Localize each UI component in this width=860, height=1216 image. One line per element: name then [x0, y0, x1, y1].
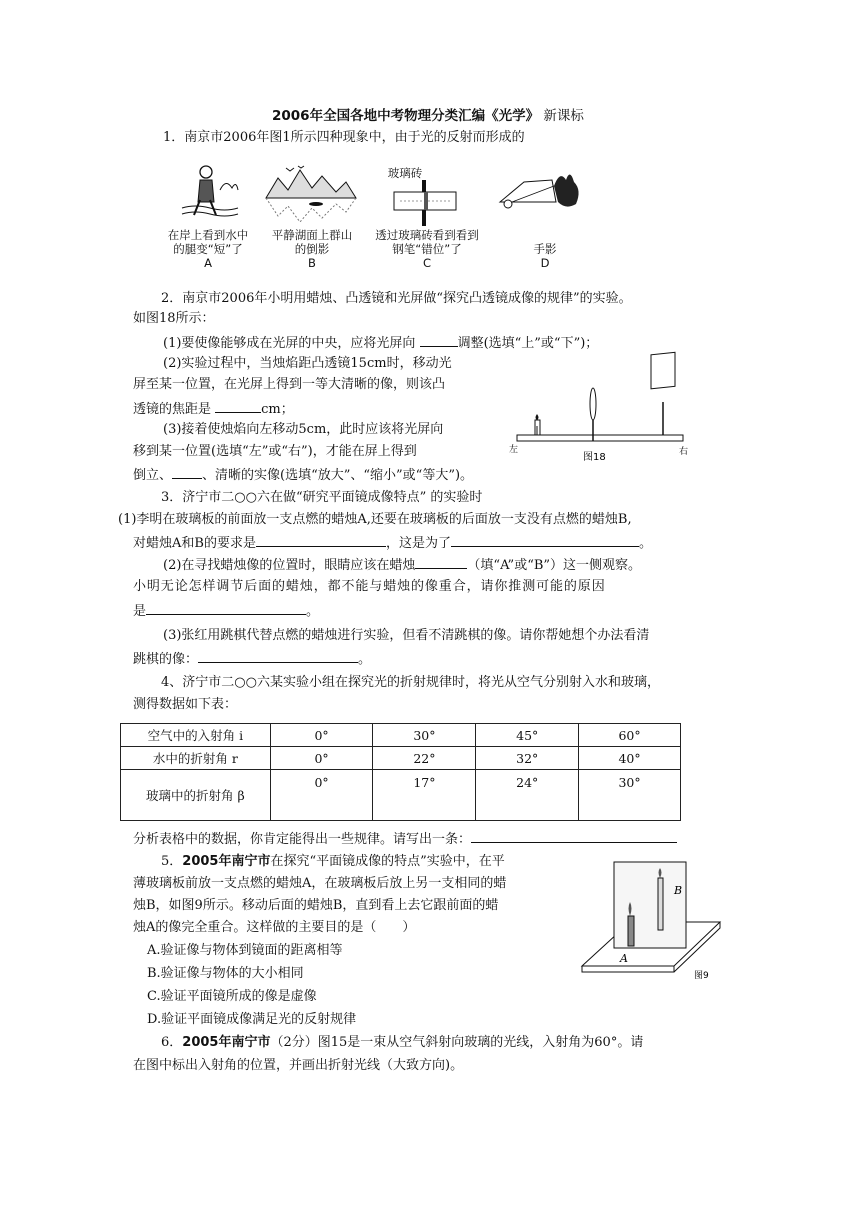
- q1-option-c-label: 透过玻璃砖看到看到 钢笔“错位”了 C: [375, 228, 479, 270]
- q3-blank-3[interactable]: [415, 554, 467, 569]
- q5-line3: 烛B，如图9所示。移动后面的蜡烛B，直到看上去它跟前面的蜡: [133, 898, 499, 913]
- q3-part2-line3: 是 。: [133, 600, 319, 622]
- table-cell: 40°: [579, 747, 681, 770]
- q5-line1: 5．2005年南宁市在探究“平面镜成像的特点”实验中，在平: [161, 854, 505, 869]
- q4-blank[interactable]: [471, 828, 677, 843]
- q2-figure-left: 左: [509, 445, 519, 455]
- q1-option-a-label: 在岸上看到水中 的腿变“短”了 A: [167, 228, 249, 270]
- table-cell: 22°: [373, 747, 476, 770]
- q5-option-a[interactable]: A.验证像与物体到镜面的距离相等: [147, 943, 343, 958]
- q5-option-d[interactable]: D.验证平面镜成像满足光的反射规律: [147, 1012, 357, 1027]
- q5-line2: 薄玻璃板前放一支点燃的蜡烛A，在玻璃板后放上另一支相同的蜡: [133, 876, 507, 891]
- q2-blank-1[interactable]: [420, 332, 458, 347]
- table-cell: 60°: [579, 724, 681, 747]
- q1-figure-d-image: [494, 166, 586, 226]
- q3-part1-line1: (1)李明在玻璃板的前面放一支点燃的蜡烛A,还要在玻璃板的后面放一支没有点燃的蜡烛B,: [118, 512, 632, 527]
- q3-blank-1[interactable]: [256, 532, 386, 547]
- q5-figure-9: [574, 852, 724, 986]
- q2-blank-3[interactable]: [172, 464, 202, 479]
- q1-figure-a-image: [180, 160, 240, 226]
- q2-figure-18: [507, 364, 687, 464]
- q1-option-d-label: 手影 D: [533, 242, 557, 270]
- q4-analysis: 分析表格中的数据，你肯定能得出一些规律。请写出一条：: [133, 828, 677, 850]
- q2-blank-2[interactable]: [215, 398, 261, 413]
- q3-part3-line1: (3)张红用跳棋代替点燃的蜡烛进行实验，但看不清跳棋的像。请你帮她想个办法看清: [163, 628, 650, 643]
- table-cell: 30°: [579, 770, 681, 821]
- table-cell: 空气中的入射角 i: [121, 724, 271, 747]
- q2-figure-right: 右: [679, 447, 689, 457]
- table-cell: 24°: [476, 770, 579, 821]
- q3-part1-line2: 对蜡烛A和B的要求是 ，这是为了 。: [133, 532, 652, 554]
- table-cell: 玻璃中的折射角 β: [121, 770, 271, 821]
- q2-line2: 如图18所示：: [133, 311, 215, 326]
- q2-part3-line2: 移到某一位置(选填“左”或“右”)，才能在屏上得到: [133, 444, 417, 459]
- table-cell: 30°: [373, 724, 476, 747]
- q2-part1: (1)要使像能够成在光屏的中央，应将光屏向 调整(选填“上”或“下”)；: [163, 332, 598, 354]
- q4-refraction-table: [120, 723, 681, 821]
- q3-line1: 3．济宁市二○○六在做“研究平面镜成像特点” 的实验时: [161, 490, 483, 505]
- table-cell: 0°: [270, 724, 373, 747]
- q3-part2-line2: 小明无论怎样调节后面的蜡烛，都不能与蜡烛的像重合，请你推测可能的原因: [133, 579, 606, 594]
- q2-part2-line3: 透镜的焦距是 cm；: [133, 398, 294, 420]
- table-cell: 水中的折射角 r: [121, 747, 271, 770]
- q5-option-c[interactable]: C.验证平面镜所成的像是虚像: [147, 989, 317, 1004]
- q1-option-b-label: 平静湖面上群山 的倒影 B: [271, 228, 353, 270]
- q4-line1: 4、济宁市二○○六某实验小组在探究光的折射规律时，将光从空气分别射入水和玻璃，: [161, 675, 660, 690]
- q6-line2: 在图中标出入射角的位置，并画出折射光线（大致方向)。: [133, 1058, 464, 1073]
- table-cell: 0°: [270, 770, 373, 821]
- table-cell: 32°: [476, 747, 579, 770]
- q3-blank-2[interactable]: [451, 532, 639, 547]
- table-row: [121, 724, 681, 747]
- q6-line1: 6．2005年南宁市（2分）图15是一束从空气斜射向玻璃的光线，入射角为60°。请: [161, 1035, 644, 1050]
- q5-figure-caption: 图9: [694, 971, 709, 981]
- table-row: [121, 770, 681, 821]
- title-suffix: 新课标: [543, 108, 584, 124]
- q1-glass-label: 玻璃砖: [387, 166, 423, 180]
- q5-figure-label-a: A: [620, 952, 628, 965]
- q2-part3-line3: 倒立、 、清晰的实像(选填“放大”、“缩小”或“等大”)。: [133, 464, 473, 486]
- q3-blank-4[interactable]: [146, 600, 306, 615]
- q3-part2-line1: (2)在寻找蜡烛像的位置时，眼睛应该在蜡烛 （填“A”或“B”）这一侧观察。: [163, 554, 641, 576]
- q5-line4: 烛A的像完全重合。这样做的主要目的是（ ）: [133, 920, 416, 935]
- q3-part3-line2: 跳棋的像： 。: [133, 648, 371, 670]
- q3-blank-5[interactable]: [198, 648, 358, 663]
- q2-figure-caption: 图18: [583, 452, 606, 463]
- q1-figure-b-image: [266, 164, 356, 224]
- q2-line1: 2．南京市2006年小明用蜡烛、凸透镜和光屏做“探究凸透镜成像的规律”的实验。: [161, 291, 632, 306]
- q4-line2: 测得数据如下表：: [133, 697, 238, 712]
- table-cell: 0°: [270, 747, 373, 770]
- q2-part2-line1: (2)实验过程中，当烛焰距凸透镜15cm时，移动光: [163, 356, 452, 371]
- title-main: 2006年全国各地中考物理分类汇编《光学》: [272, 108, 540, 124]
- q1-text: 1．南京市2006年图1所示四种现象中，由于光的反射而形成的: [163, 130, 525, 145]
- q5-option-b[interactable]: B.验证像与物体的大小相同: [147, 966, 304, 981]
- page-title: [272, 106, 584, 126]
- q5-figure-label-b: B: [674, 884, 683, 897]
- q2-part2-line2: 屏至某一位置，在光屏上得到一等大清晰的像，则该凸: [133, 377, 446, 392]
- q1-figure-c-image: [390, 180, 460, 230]
- table-cell: 45°: [476, 724, 579, 747]
- table-row: [121, 747, 681, 770]
- q2-part3-line1: (3)接着使烛焰向左移动5cm，此时应该将光屏向: [163, 422, 444, 437]
- table-cell: 17°: [373, 770, 476, 821]
